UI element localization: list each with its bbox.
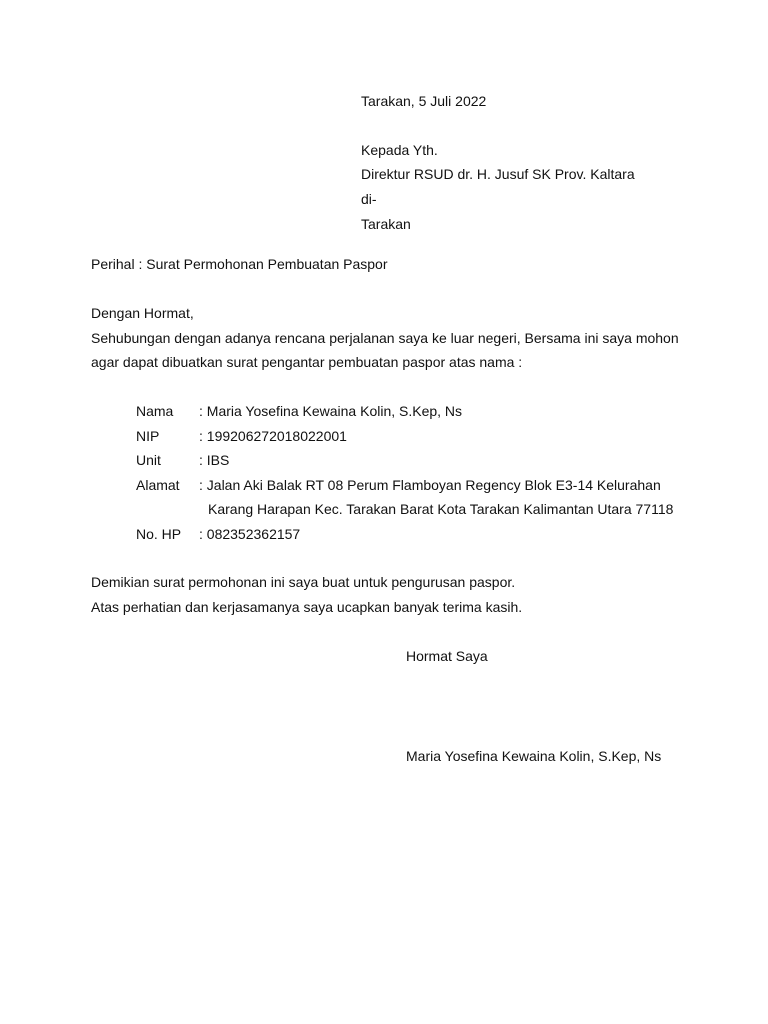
field-value-alamat-cont: Karang Harapan Kec. Tarakan Barat Kota Tarakan Kalimantan Utara 77118 (208, 501, 674, 517)
field-label-unit: Unit (136, 452, 161, 468)
date-line: Tarakan, 5 Juli 2022 (361, 93, 487, 109)
intro-line-1: Sehubungan dengan adanya rencana perjalanan saya ke luar negeri, Bersama ini saya mohon (91, 330, 679, 346)
field-value-hp: : 082352362157 (199, 526, 301, 542)
closing-line-2: Atas perhatian dan kerjasamanya saya ucapkan banyak terima kasih. (91, 599, 523, 615)
greeting: Dengan Hormat, (91, 305, 194, 321)
field-label-nama: Nama (136, 403, 174, 419)
recipient-name: Direktur RSUD dr. H. Jusuf SK Prov. Kaltara (361, 166, 635, 182)
recipient-city: Tarakan (361, 216, 411, 232)
field-label-alamat: Alamat (136, 477, 180, 493)
recipient-salutation: Kepada Yth. (361, 142, 438, 158)
field-label-nip: NIP (136, 428, 160, 444)
field-value-nama: : Maria Yosefina Kewaina Kolin, S.Kep, Ns (199, 403, 463, 419)
field-label-hp: No. HP (136, 526, 182, 542)
field-value-nip: : 199206272018022001 (199, 428, 347, 444)
recipient-at: di- (361, 191, 377, 207)
subject-line: Perihal : Surat Permohonan Pembuatan Paspor (91, 256, 388, 272)
field-value-alamat: : Jalan Aki Balak RT 08 Perum Flamboyan Regency Blok E3-14 Kelurahan (199, 477, 661, 493)
signatory-name: Maria Yosefina Kewaina Kolin, S.Kep, Ns (406, 748, 662, 764)
closing-line-1: Demikian surat permohonan ini saya buat untuk pengurusan paspor. (91, 574, 516, 590)
signoff: Hormat Saya (406, 648, 488, 664)
intro-line-2: agar dapat dibuatkan surat pengantar pembuatan paspor atas nama : (91, 354, 523, 370)
field-value-unit: : IBS (199, 452, 230, 468)
